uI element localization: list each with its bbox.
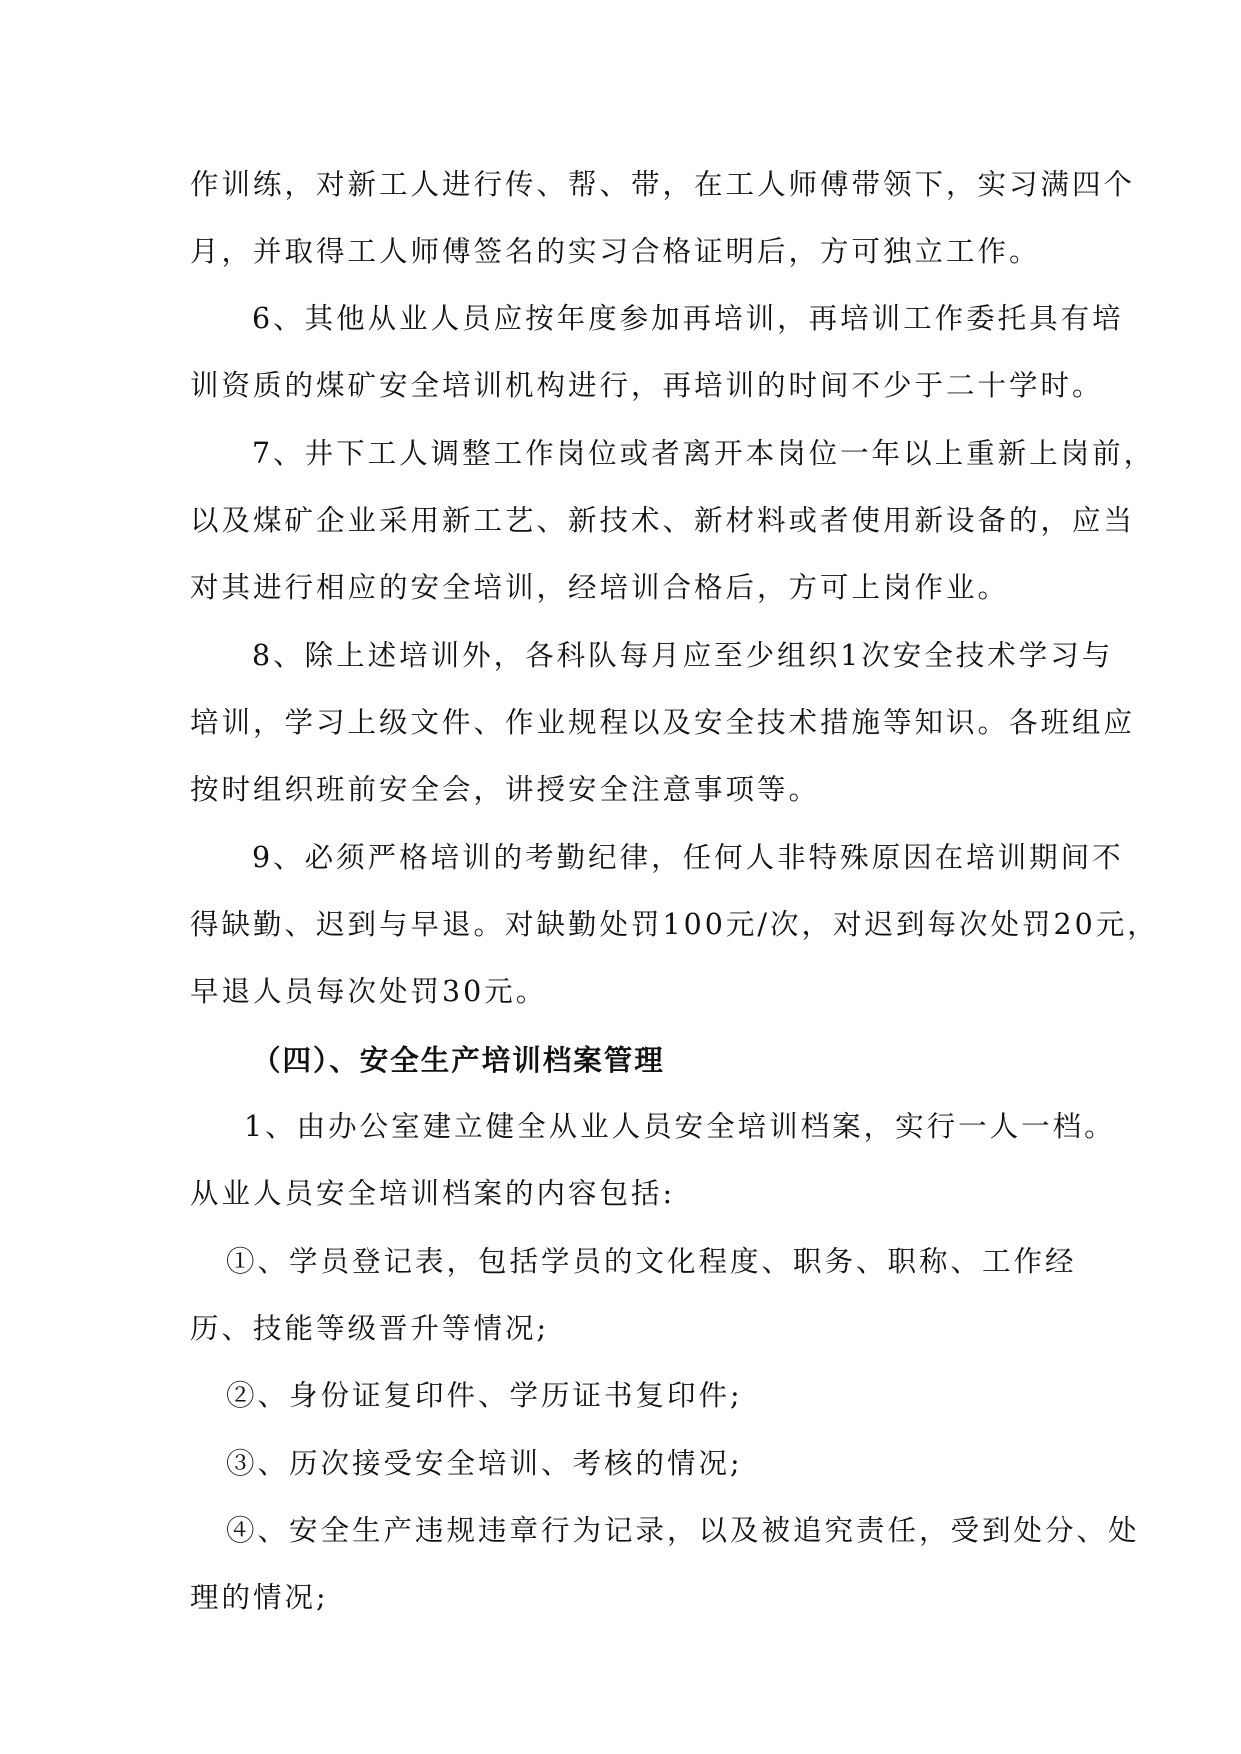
section-heading: （四）、安全生产培训档案管理 [252,1043,665,1077]
paragraph-1-start: 1、由办公室建立健全从业人员安全培训档案，实行一人一档。 [244,1110,1116,1143]
text-line: 得缺勤、迟到与早退。对缺勤处罚100元/次，对迟到每次处罚20元， [190,908,1159,941]
list-item-2: ②、身份证复印件、学历证书复印件; [226,1379,743,1412]
text-line: 对其进行相应的安全培训，经培训合格后，方可上岗作业。 [190,571,1010,604]
paragraph-8-start: 8、除上述培训外，各科队每月应至少组织1次安全技术学习与 [252,639,1114,672]
text-line: 作训练，对新工人进行传、帮、带，在工人师傅带领下，实习满四个 [190,168,1136,201]
text-line: 月，并取得工人师傅签名的实习合格证明后，方可独立工作。 [190,235,1041,268]
text-line: 历、技能等级晋升等情况; [190,1312,550,1345]
text-line: 理的情况; [190,1581,329,1614]
text-line: 从业人员安全培训档案的内容包括: [190,1177,676,1210]
list-item-3: ③、历次接受安全培训、考核的情况; [226,1447,743,1480]
text-line: 早退人员每次处罚30元。 [190,975,548,1008]
text-line: 训资质的煤矿安全培训机构进行，再培训的时间不少于二十学时。 [190,369,1104,402]
text-line: 按时组织班前安全会，讲授安全注意事项等。 [190,773,821,806]
text-line: 培训，学习上级文件、作业规程以及安全技术措施等知识。各班组应 [190,706,1136,739]
paragraph-7-start: 7、井下工人调整工作岗位或者离开本岗位一年以上重新上岗前， [252,437,1156,470]
list-item-1: ①、学员登记表，包括学员的文化程度、职务、职称、工作经 [226,1245,1077,1278]
text-line: 以及煤矿企业采用新工艺、新技术、新材料或者使用新设备的，应当 [190,504,1136,537]
paragraph-6-start: 6、其他从业人员应按年度参加再培训，再培训工作委托具有培 [252,302,1124,335]
paragraph-9-start: 9、必须严格培训的考勤纪律，任何人非特殊原因在培训期间不 [252,841,1124,874]
list-item-4: ④、安全生产违规违章行为记录，以及被追究责任，受到处分、处 [226,1514,1140,1547]
